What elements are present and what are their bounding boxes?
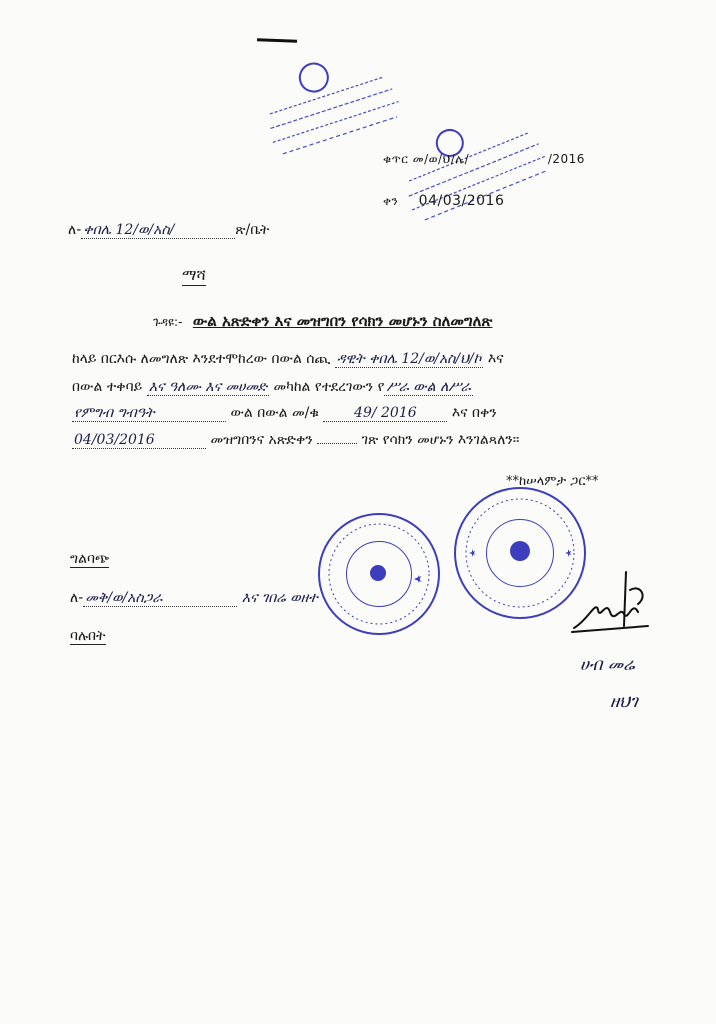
subject-label: ጉዳዩ:- [153, 315, 183, 329]
body-l4-a: መዝግበንና አጽድቀን [210, 432, 313, 448]
stamp-star-icon [320, 515, 438, 633]
body-l3-a: ውል በውል መ/ቁ [230, 405, 319, 421]
body-l1-a: ከላይ በርእሱ ለመግለጽ እንደተሞከረው በውል ሰጪ [72, 351, 331, 367]
cc-name: መቅ/ወ/አስጋራ [83, 590, 237, 607]
body-l1-b: እና [487, 351, 504, 367]
body-l1-fill: ዳዊት ቀበሌ 12/ወ/አስ/ህ/ኮ [336, 351, 482, 367]
addressee-name: ቀበሌ 12/ወ/አስ/ [81, 222, 235, 239]
body-l3-fill: የምግብ ግብዓት [72, 405, 226, 422]
subject-line [153, 312, 492, 330]
stamp-right-emblem-icon [456, 489, 584, 617]
body-line-2 [72, 379, 473, 395]
body-line-3 [72, 405, 497, 422]
top-dash-mark [257, 38, 297, 42]
body-l3-fill2: 49/ 2016 [323, 405, 447, 422]
cc-after: እና ገበሬ ወዘተ [241, 590, 318, 606]
seal-right-text-lines-icon [395, 118, 573, 252]
official-stamp-right [454, 487, 586, 619]
addressee-prefix: ለ- [68, 222, 82, 238]
official-stamp-left [318, 513, 440, 635]
body-l4-b: ገጽ የሳክን መሆኑን እንገልጻለን፡፡ [361, 432, 520, 448]
signature [568, 570, 658, 640]
signature-note: ሀብ መሬ [580, 655, 635, 675]
body-l2-a: በውል ተቀባይ [72, 379, 143, 395]
letter-date [383, 193, 504, 209]
cc-prefix: ለ- [70, 590, 84, 606]
body-l4-fill: 04/03/2016 [72, 432, 206, 449]
signature-note-2: ዘህገ [610, 692, 638, 712]
addressee-line [68, 222, 269, 239]
subject-text: ውል አጽድቀን እና መዝግበን የሳክን መሆኑን ስለመግለጽ [192, 312, 493, 330]
body-l2-fill: እና ዓለሙ እና መሀመድ [148, 379, 268, 395]
ref-label: ቁጥር መ/ወ/ህ/ሌ/ [383, 152, 470, 166]
body-line-4 [72, 432, 519, 449]
reference-number [383, 152, 585, 167]
cc-label: ግልባጭ [70, 551, 110, 567]
date-value: 04/03/2016 [418, 193, 505, 209]
body-l2-fill2: ሥራ ውል ለሥራ [386, 379, 471, 395]
bottom-label: ባሉበት [70, 628, 106, 644]
body-line-1 [72, 351, 504, 367]
closing-regards: **ከሠላምታ ጋር** [506, 474, 599, 489]
ref-year: /2016 [547, 152, 585, 166]
document-title: ማሻ [182, 266, 206, 284]
cc-recipient-line [70, 590, 318, 607]
date-label: ቀን [383, 194, 399, 208]
addressee-suffix: ጽ/ቤት [235, 222, 270, 238]
body-l2-b: መካከል የተደረገውን የ [273, 379, 385, 395]
body-l3-b: እና በቀን [451, 405, 497, 421]
